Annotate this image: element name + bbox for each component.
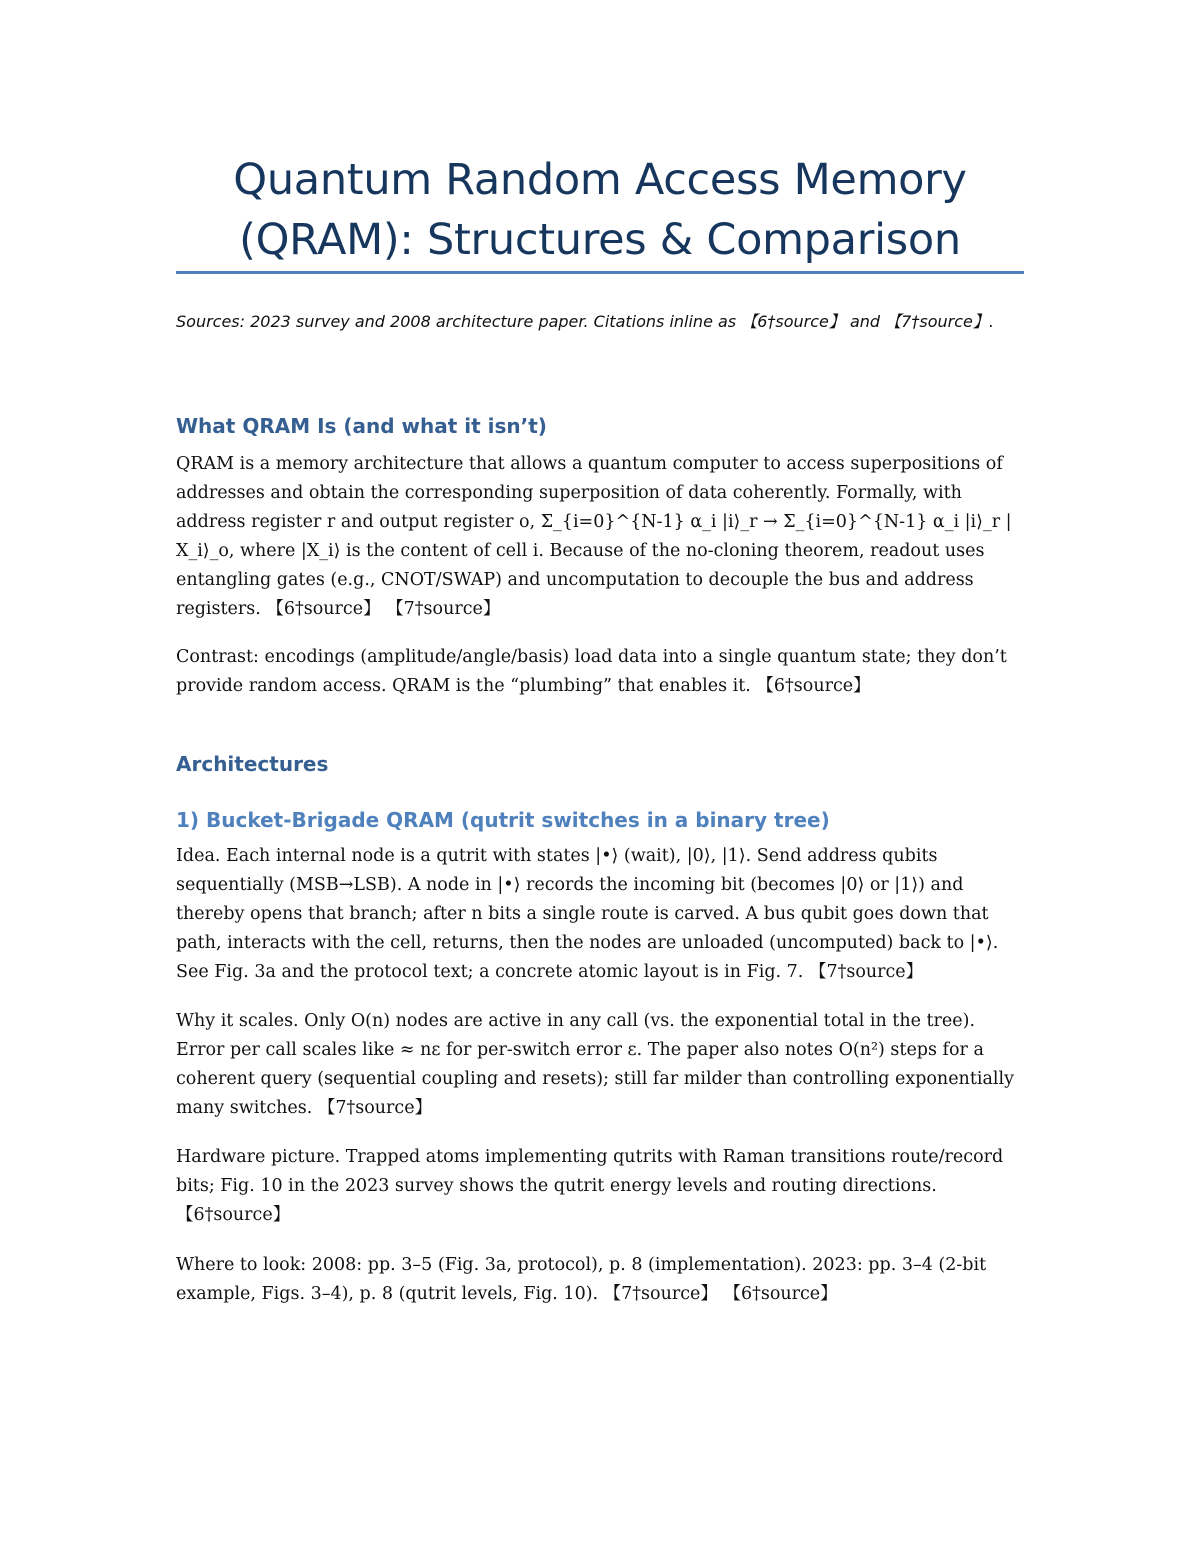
citation: 【7†source】 (386, 599, 501, 619)
sources-and: and (844, 312, 886, 331)
paragraph (176, 842, 1024, 987)
sources-end: . (988, 312, 994, 331)
sources-note (176, 307, 1024, 336)
paragraph (176, 1251, 1024, 1309)
paragraph (176, 1143, 1024, 1230)
paragraph-text: Hardware picture. Trapped atoms implementing qutrits with Raman transitions route/record bits; Fig. 10 in the 2023 survey shows the qutrit energy levels and routing directions. (176, 1147, 1004, 1196)
paragraph-text: Where to look: 2008: pp. 3–5 (Fig. 3a, protocol), p. 8 (implementation). 2023: pp. 3–4 (2-bit example, Figs. 3–4), p. 8 (qutrit levels, Fig. 10). (176, 1255, 987, 1304)
citation: 【7†source】 (885, 312, 989, 331)
citation: 【6†source】 (176, 1205, 291, 1225)
section-heading-what-qram-is: What QRAM Is (and what it isn’t) (176, 414, 547, 438)
subsection-heading-bucket-brigade: 1) Bucket-Brigade QRAM (qutrit switches in a binary tree) (176, 808, 830, 832)
paragraph (176, 1007, 1024, 1123)
paragraph-text: Contrast: encodings (amplitude/angle/basis) load data into a single quantum state; they don’t provide random access. QRAM is the “plumbing” that enables it. (176, 647, 1007, 696)
citation: 【6†source】 (756, 676, 871, 696)
citation: 【7†source】 (808, 962, 924, 982)
citation: 【7†source】 (317, 1098, 433, 1118)
citation: 【6†source】 (741, 312, 845, 331)
citation: 【6†source】 (266, 599, 381, 619)
paragraph-text: Why it scales. Only O(n) nodes are active in any call (vs. the exponential total in the tree). Error per call scales like ≈ nε for per-switch error ε. The paper also notes O(n²) steps for a coherent query (sequential coupling and resets); still far milder than controlling exponentially many switches. (176, 1011, 1014, 1118)
paragraph-text: QRAM is a memory architecture that allows a quantum computer to access superpositions of addresses and obtain the corresponding superposition of data coherently. Formally, with address register r and output register o, Σ_{i=0}^{N-1} α_i |i⟩_r → Σ_{i=0}^{N-1} α_i |i⟩_r | X_i⟩_o, where |X_i⟩ is the content of cell i. Because of the no-cloning theorem, readout uses entangling gates (e.g., CNOT/SWAP) and uncomputation to decouple the bus and address registers. (176, 454, 1012, 619)
paragraph (176, 643, 1024, 701)
page-title: Quantum Random Access Memory (QRAM): Structures & Comparison (233, 155, 967, 265)
paragraph (176, 450, 1024, 624)
citation: 【7†source】 (603, 1284, 718, 1304)
sources-text: Sources: 2023 survey and 2008 architecture paper. Citations inline as (176, 312, 742, 331)
paragraph-text: Idea. Each internal node is a qutrit with states |•⟩ (wait), |0⟩, |1⟩. Send address qubits sequentially (MSB→LSB). A node in |•⟩ records the incoming bit (becomes |0⟩ or |1⟩) and thereby opens that branch; after n bits a single route is carved. A bus qubit goes down that path, interacts with the cell, returns, then the nodes are unloaded (uncomputed) back to |•⟩. See Fig. 3a and the protocol text; a concrete atomic layout is in Fig. 7. (176, 846, 999, 982)
citation: 【6†source】 (723, 1284, 838, 1304)
title-underline (176, 271, 1024, 274)
section-heading-architectures: Architectures (176, 752, 329, 776)
